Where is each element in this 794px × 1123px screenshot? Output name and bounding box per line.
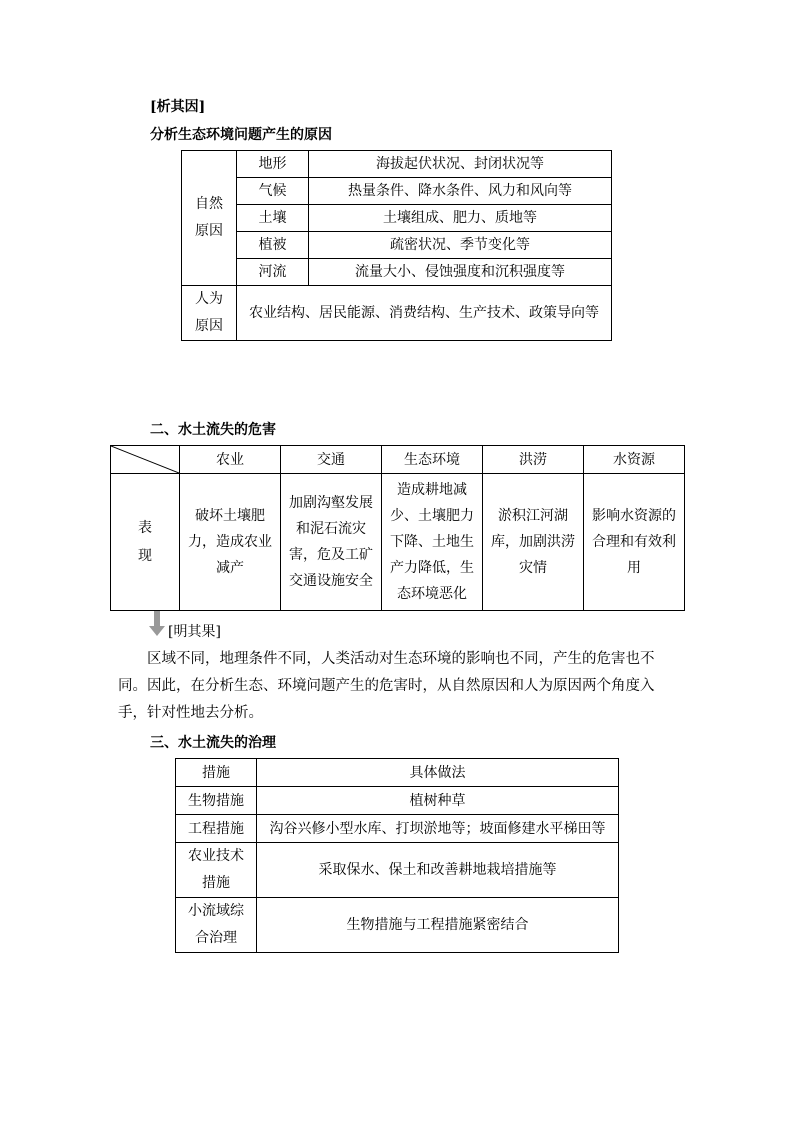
section-title-control: 三、水土流失的治理 [150,735,276,751]
detail-cell: 流量大小、侵蚀强度和沉积强度等 [309,259,612,286]
factor-cell: 植被 [237,232,309,259]
factor-cell: 气候 [237,178,309,205]
harm-cell-ecology: 造成耕地减少、土壤肥力下降、土地生产力降低，生态环境恶化 [382,474,483,611]
table-row [176,815,619,843]
measure-cell: 工程措施 [176,815,257,843]
header-ecology: 生态环境 [382,446,483,474]
header-traffic: 交通 [281,446,382,474]
causes-table [181,150,612,341]
human-cause-label: 人为 原因 [182,286,237,341]
harm-table [110,445,685,611]
harm-cell-traffic: 加剧沟壑发展和泥石流灾害，危及工矿交通设施安全 [281,474,382,611]
table-row [182,205,612,232]
table-row [182,259,612,286]
table-row [182,151,612,178]
table-row [182,286,612,341]
header-practice: 具体做法 [257,759,619,787]
table-row [111,474,685,611]
header-agriculture: 农业 [180,446,281,474]
measure-cell: 生物措施 [176,787,257,815]
table-row [182,232,612,259]
natural-cause-label: 自然 原因 [182,151,237,286]
table-row [176,759,619,787]
detail-cell: 土壤组成、肥力、质地等 [309,205,612,232]
practice-cell: 生物措施与工程措施紧密结合 [257,898,619,953]
diagonal-header-cell [111,446,180,474]
harm-cell-agriculture: 破坏土壤肥力，造成农业减产 [180,474,281,611]
detail-cell: 疏密状况、季节变化等 [309,232,612,259]
header-water: 水资源 [584,446,685,474]
harm-cell-water: 影响水资源的合理和有效利用 [584,474,685,611]
section-tag-analyze: [析其因] [150,99,206,115]
summary-paragraph: 区域不同，地理条件不同，人类活动对生态环境的影响也不同，产生的危害也不同。因此，在分析生态、环境问题产生的危害时，从自然原因和人为原因两个角度入手，针对性地去分析。 [118,651,655,721]
practice-cell: 沟谷兴修小型水库、打坝淤地等；坡面修建水平梯田等 [257,815,619,843]
factor-cell: 土壤 [237,205,309,232]
table-row [182,178,612,205]
table-row [176,898,619,953]
control-table [175,758,619,953]
down-arrow-icon [149,611,165,637]
diagonal-line [111,446,179,473]
practice-cell: 采取保水、保土和改善耕地栽培措施等 [257,843,619,898]
factor-cell: 河流 [237,259,309,286]
measure-cell: 小流域综合治理 [176,898,257,953]
section-title-causes: 分析生态环境问题产生的原因 [150,127,332,143]
header-measure: 措施 [176,759,257,787]
detail-cell: 海拔起伏状况、封闭状况等 [309,151,612,178]
section-title-harm: 二、水土流失的危害 [150,422,276,438]
section-tag-result: [明其果] [168,624,221,640]
factor-cell: 地形 [237,151,309,178]
harm-cell-flood: 淤积江河湖库，加剧洪涝灾情 [483,474,584,611]
detail-cell: 热量条件、降水条件、风力和风向等 [309,178,612,205]
table-row [176,843,619,898]
human-detail-cell: 农业结构、居民能源、消费结构、生产技术、政策导向等 [237,286,612,341]
table-row [111,446,685,474]
practice-cell: 植树种草 [257,787,619,815]
row-label-manifestation: 表 现 [111,474,180,611]
header-flood: 洪涝 [483,446,584,474]
measure-cell: 农业技术措施 [176,843,257,898]
table-row [176,787,619,815]
